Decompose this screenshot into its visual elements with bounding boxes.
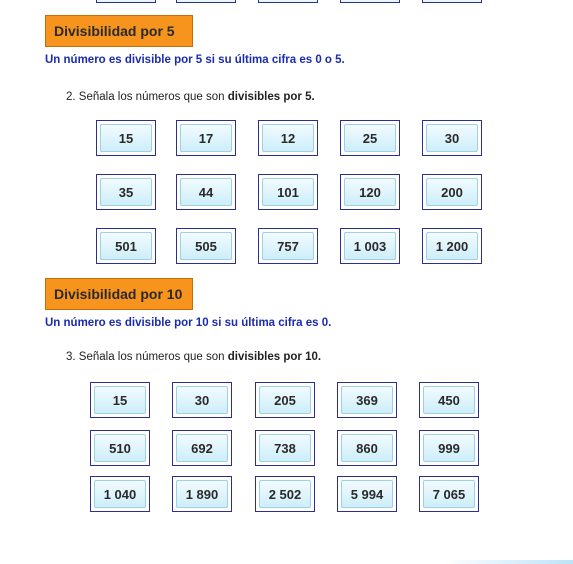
number-value: 7 065: [423, 480, 475, 508]
number-cell[interactable]: [255, 476, 315, 512]
number-cell[interactable]: [176, 174, 236, 210]
number-value: 510: [94, 434, 146, 462]
number-value: 1 890: [176, 480, 228, 508]
watermark-strip: [443, 560, 573, 564]
number-value: 860: [341, 434, 393, 462]
number-cell[interactable]: [172, 382, 232, 418]
partial-cell: [96, 0, 156, 3]
number-value: 999: [423, 434, 475, 462]
number-value: 17: [180, 124, 232, 152]
number-cell[interactable]: [340, 174, 400, 210]
number-value: 120: [344, 178, 396, 206]
number-value: 205: [259, 386, 311, 414]
number-cell[interactable]: [337, 382, 397, 418]
partial-cell: [176, 0, 236, 3]
number-value: 15: [94, 386, 146, 414]
number-cell[interactable]: [176, 120, 236, 156]
rule-div5: Un número es divisible por 5 si su última cifra es 0 o 5.: [45, 54, 345, 66]
number-value: 12: [262, 124, 314, 152]
number-value: 1 200: [426, 232, 478, 260]
number-cell[interactable]: [422, 174, 482, 210]
number-value: 757: [262, 232, 314, 260]
number-cell[interactable]: [90, 476, 150, 512]
number-value: 738: [259, 434, 311, 462]
instruction-div10: [66, 351, 321, 363]
number-cell[interactable]: [96, 228, 156, 264]
partial-cell: [258, 0, 318, 3]
number-cell[interactable]: [419, 382, 479, 418]
number-cell[interactable]: [422, 120, 482, 156]
number-cell[interactable]: [419, 476, 479, 512]
number-value: 25: [344, 124, 396, 152]
number-cell[interactable]: [90, 382, 150, 418]
number-cell[interactable]: [419, 430, 479, 466]
section-header-div10: Divisibilidad por 10: [45, 278, 193, 310]
number-cell[interactable]: [176, 228, 236, 264]
number-cell[interactable]: [172, 430, 232, 466]
partial-cell: [422, 0, 482, 3]
number-cell[interactable]: [258, 228, 318, 264]
number-value: 1 003: [344, 232, 396, 260]
number-value: 369: [341, 386, 393, 414]
number-cell[interactable]: [337, 476, 397, 512]
number-cell[interactable]: [258, 174, 318, 210]
section-header-div5: Divisibilidad por 5: [45, 15, 193, 47]
number-value: 501: [100, 232, 152, 260]
number-value: 30: [176, 386, 228, 414]
number-value: 200: [426, 178, 478, 206]
number-cell[interactable]: [255, 430, 315, 466]
number-value: 2 502: [259, 480, 311, 508]
previous-grid-edge: [0, 0, 573, 6]
instruction-bold: divisibles por 5.: [227, 91, 315, 103]
instruction-text: 3. Señala los números que son: [66, 351, 228, 363]
instruction-text: 2. Señala los números que son: [66, 91, 228, 103]
number-value: 35: [100, 178, 152, 206]
instruction-bold: divisibles por 10.: [227, 351, 322, 363]
number-cell[interactable]: [337, 430, 397, 466]
rule-div10: Un número es divisible por 10 si su última cifra es 0.: [45, 317, 332, 329]
number-value: 450: [423, 386, 475, 414]
number-cell[interactable]: [172, 476, 232, 512]
number-value: 15: [100, 124, 152, 152]
number-cell[interactable]: [255, 382, 315, 418]
number-value: 101: [262, 178, 314, 206]
number-cell[interactable]: [422, 228, 482, 264]
partial-cell: [340, 0, 400, 3]
number-value: 692: [176, 434, 228, 462]
number-cell[interactable]: [96, 120, 156, 156]
number-cell[interactable]: [340, 120, 400, 156]
number-value: 505: [180, 232, 232, 260]
number-value: 44: [180, 178, 232, 206]
number-value: 1 040: [94, 480, 146, 508]
number-cell[interactable]: [258, 120, 318, 156]
number-value: 30: [426, 124, 478, 152]
number-value: 5 994: [341, 480, 393, 508]
instruction-div5: [66, 91, 315, 103]
number-cell[interactable]: [90, 430, 150, 466]
number-cell[interactable]: [96, 174, 156, 210]
number-cell[interactable]: [340, 228, 400, 264]
